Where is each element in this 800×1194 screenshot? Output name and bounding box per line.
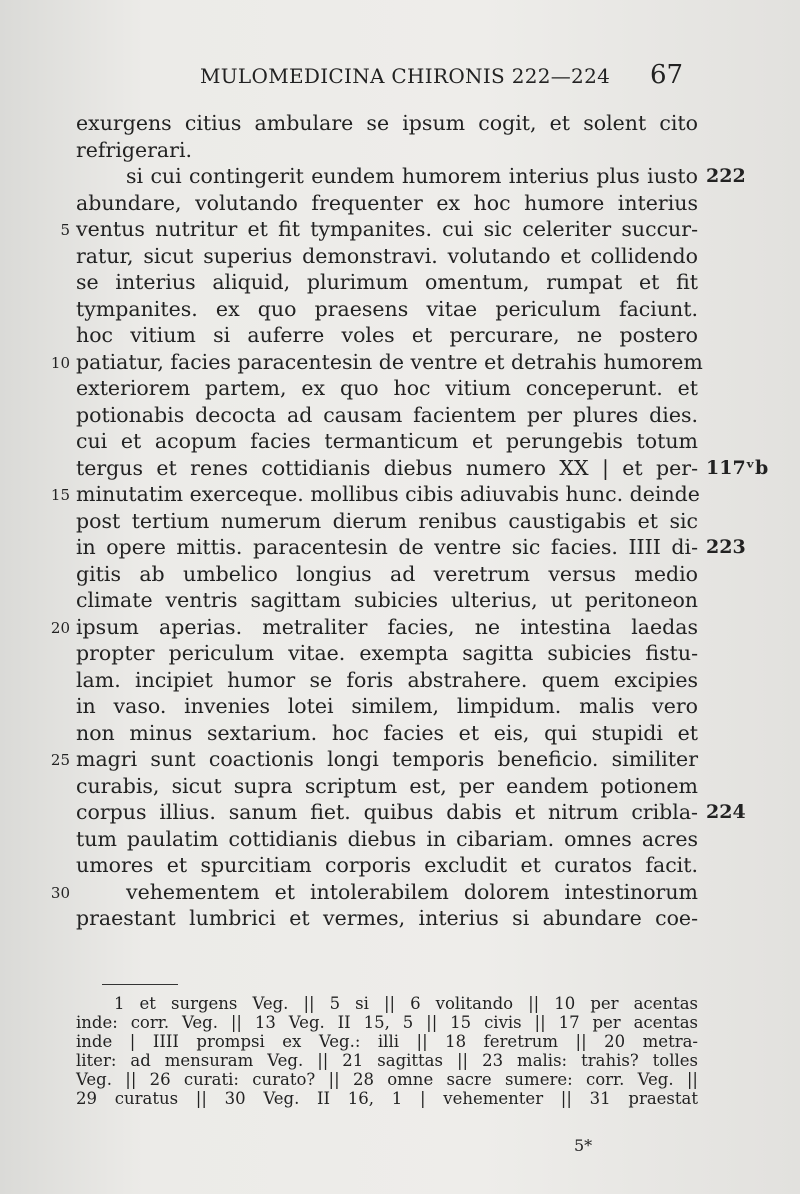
line-text: in vaso. invenies lotei similem, limpidum. malis vero (76, 694, 698, 718)
line-text: potionabis decocta ad causam facientem per plures dies. (76, 402, 698, 427)
page-number: 67 (650, 60, 684, 90)
text-line (76, 561, 698, 588)
text-line (76, 296, 698, 323)
text-line (76, 852, 698, 879)
text-line (50, 614, 698, 641)
line-text: si cui contingerit eundem humorem interius plus iusto (126, 164, 698, 188)
footnote-rule (102, 984, 178, 985)
line-text: cui et acopum facies termanticum et perungebis totum (76, 429, 698, 453)
text-line (76, 640, 698, 667)
line-text: ipsum aperias. metraliter facies, ne intestina laedas (76, 614, 698, 639)
text-line (76, 455, 769, 482)
line-text: ratur, sicut superius demonstravi. volutando et collidendo (76, 243, 698, 268)
margin-reference: 117ᵛb (706, 456, 769, 479)
line-number: 10 (50, 353, 70, 372)
line-text: hoc vitium si auferre voles et percurare, ne postero (76, 323, 698, 347)
line-text: refrigerari. (76, 137, 193, 162)
line-text: corpus illius. sanum fiet. quibus dabis et nitrum cribla- (76, 800, 698, 824)
line-text: minutatim exerceque. mollibus cibis adiuvabis hunc. deinde (76, 482, 700, 506)
line-text: climate ventris sagittam subicies ulterius, ut peritoneon (76, 588, 698, 612)
text-line (76, 799, 746, 826)
text-line (76, 110, 698, 137)
text-line (76, 190, 698, 217)
margin-reference: 223 (706, 536, 746, 558)
apparatus-line: inde: corr. Veg. || 13 Veg. II 15, 5 || 15 civis || 17 per acentas (76, 1013, 698, 1032)
line-text: abundare, volutando frequenter ex hoc humore interius (76, 190, 698, 215)
line-text: exteriorem partem, ex quo hoc vitium conceperunt. et (76, 376, 698, 400)
apparatus-line: 1 et surgens Veg. || 5 si || 6 volitando || 10 per acentas (114, 994, 698, 1013)
line-text: gitis ab umbelico longius ad veretrum versus medio (76, 561, 698, 586)
text-line (76, 826, 698, 853)
apparatus-line: Veg. || 26 curati: curato? || 28 omne sacre sumere: corr. Veg. || (76, 1070, 698, 1089)
line-text: ventus nutritur et fit tympanites. cui sic celeriter succur- (76, 217, 698, 241)
text-line (76, 243, 698, 270)
text-line (50, 349, 703, 376)
line-text: magri sunt coactionis longi temporis beneficio. similiter (76, 747, 698, 771)
line-text: patiatur, facies paracentesin de ventre et detrahis humorem (76, 349, 703, 374)
line-text: exurgens citius ambulare se ipsum cogit, et solent cito (76, 111, 698, 135)
line-text: vehementem et intolerabilem dolorem intestinorum (126, 879, 698, 904)
text-line (76, 720, 698, 747)
line-text: umores et spurcitiam corporis excludit et curatos facit. (76, 853, 698, 877)
line-number: 20 (50, 618, 70, 637)
line-text: praestant lumbrici et vermes, interius si abundare coe- (76, 906, 698, 930)
critical-apparatus (76, 994, 698, 1108)
text-line (76, 402, 698, 429)
line-number: 15 (50, 486, 70, 504)
main-text (50, 110, 769, 932)
text-line (76, 773, 698, 800)
text-line (76, 163, 746, 190)
running-title: MULOMEDICINA CHIRONIS 222—224 (200, 64, 611, 88)
line-text: post tertium numerum dierum renibus caustigabis et sic (76, 508, 698, 533)
apparatus-line: 29 curatus || 30 Veg. II 16, 1 | vehementer || 31 praestat (76, 1089, 698, 1108)
text-line (50, 746, 698, 773)
text-line (76, 137, 698, 164)
text-line (76, 322, 698, 349)
line-number: 25 (50, 751, 70, 769)
text-line (50, 879, 698, 906)
margin-reference: 222 (706, 165, 746, 187)
line-number: 30 (50, 883, 70, 902)
apparatus-line: liter: ad mensuram Veg. || 21 sagittas || 23 malis: trahis? tolles (76, 1051, 698, 1070)
line-text: in opere mittis. paracentesin de ventre sic facies. IIII di- (76, 535, 698, 559)
line-text: propter periculum vitae. exempta sagitta subicies fistu- (76, 641, 698, 665)
line-text: lam. incipiet humor se foris abstrahere. quem excipies (76, 667, 698, 692)
apparatus-line: inde | IIII prompsi ex Veg.: illi || 18 feretrum || 20 metra- (76, 1032, 698, 1051)
text-line (76, 905, 698, 932)
signature-mark: 5* (574, 1136, 593, 1155)
line-text: non minus sextarium. hoc facies et eis, qui stupidi et (76, 720, 698, 745)
text-line (76, 587, 698, 614)
text-line (76, 375, 698, 402)
text-line (76, 269, 698, 296)
text-line (76, 667, 698, 694)
text-line (76, 428, 698, 455)
text-line (76, 508, 698, 535)
line-text: tergus et renes cottidianis diebus numero XX | et per- (76, 455, 698, 480)
text-line (50, 481, 700, 508)
text-line (76, 534, 746, 561)
line-text: tum paulatim cottidianis diebus in cibariam. omnes acres (76, 826, 698, 851)
line-text: curabis, sicut supra scriptum est, per eandem potionem (76, 773, 698, 798)
line-number: 5 (60, 221, 70, 239)
text-line (60, 216, 698, 243)
line-text: tympanites. ex quo praesens vitae periculum faciunt. (76, 296, 698, 321)
margin-reference: 224 (706, 801, 746, 823)
page-header (0, 60, 800, 90)
text-line (76, 693, 698, 720)
line-text: se interius aliquid, plurimum omentum, rumpat et fit (76, 270, 698, 294)
